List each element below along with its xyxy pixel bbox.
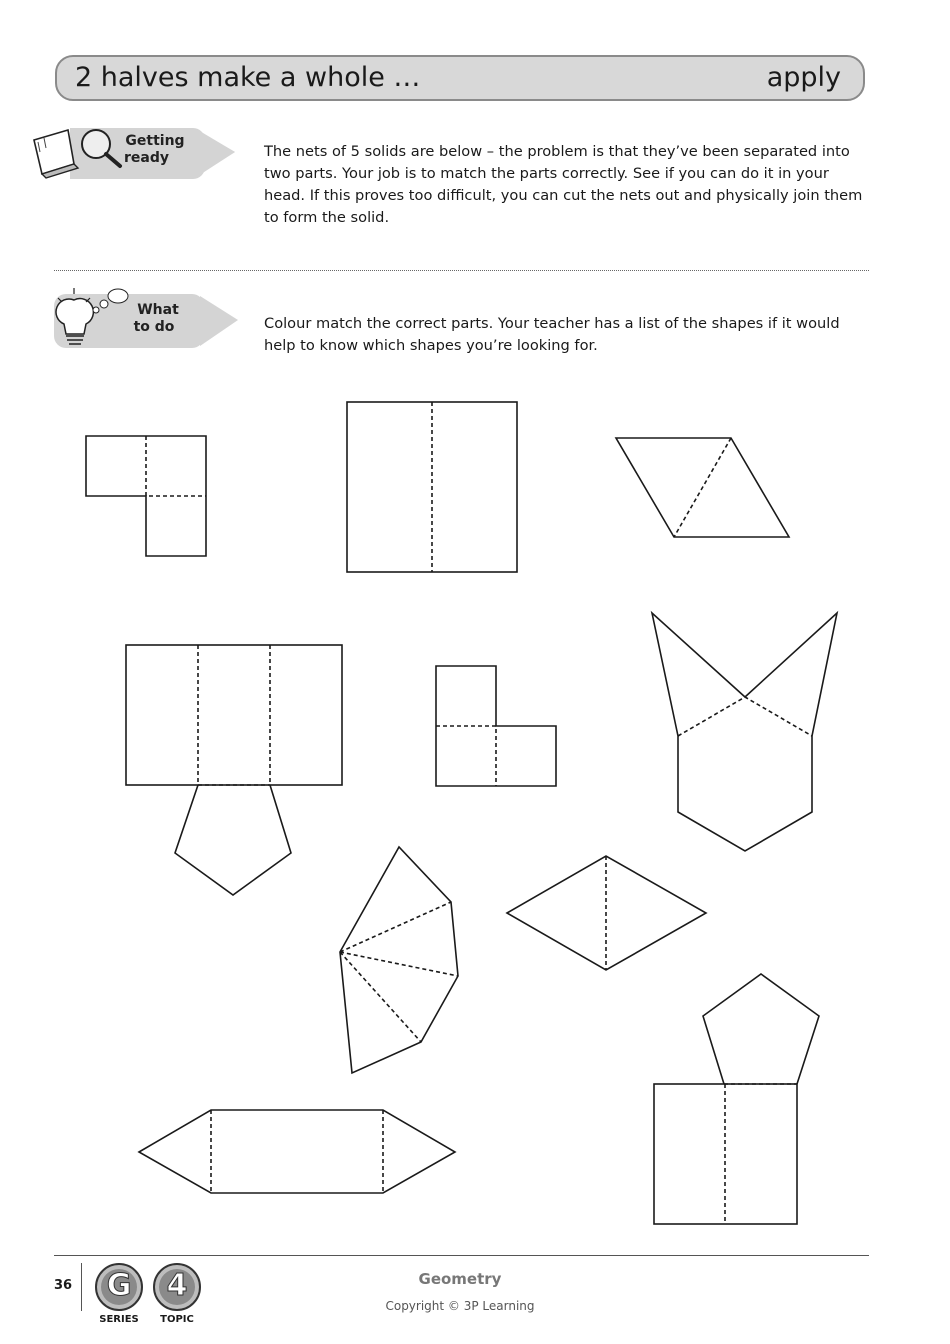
net-pentagon-rectangles [654,974,819,1224]
what-to-do-label-line2: to do [133,319,175,335]
net-elongated-hexagon [139,1110,455,1193]
footer-rule [54,1255,869,1256]
net-l-three-squares-a [86,436,206,556]
series-label: SERIES [99,1314,139,1325]
net-rhombus [507,856,706,970]
net-l-three-squares-b [436,666,556,786]
net-hexagon-triangles [652,613,837,851]
what-to-do-text: Colour match the correct parts. Your teacher has a list of the shapes if it would help to know which shapes you’re looking for. [264,315,840,354]
what-to-do-label-line1: What [137,302,179,318]
series-letter: G [106,1268,132,1303]
net-three-rectangles-pentagon [126,645,342,895]
getting-ready-text: The nets of 5 solids are below – the problem is that they’ve been separated into two parts. Your job is to match the parts correctly. See if you can do it in your head. If this proves too difficult, you can cut the nets out and physically join them to form the solid. [264,143,863,226]
page-number: 36 [54,1278,73,1293]
net-two-triangles [616,438,789,537]
page-tag: apply [766,62,841,93]
topic-label: TOPIC [160,1314,194,1325]
footer-separator [81,1263,82,1311]
footer-copyright: Copyright © 3P Learning [385,1299,535,1313]
page-title: 2 halves make a whole … [75,62,421,93]
net-two-rectangles [347,402,517,572]
net-triangle-fan [340,847,458,1073]
footer-subject: Geometry [418,1270,502,1288]
topic-number: 4 [166,1268,188,1303]
getting-ready-label-line1: Getting [125,133,185,149]
getting-ready-label-line2: ready [124,150,169,166]
